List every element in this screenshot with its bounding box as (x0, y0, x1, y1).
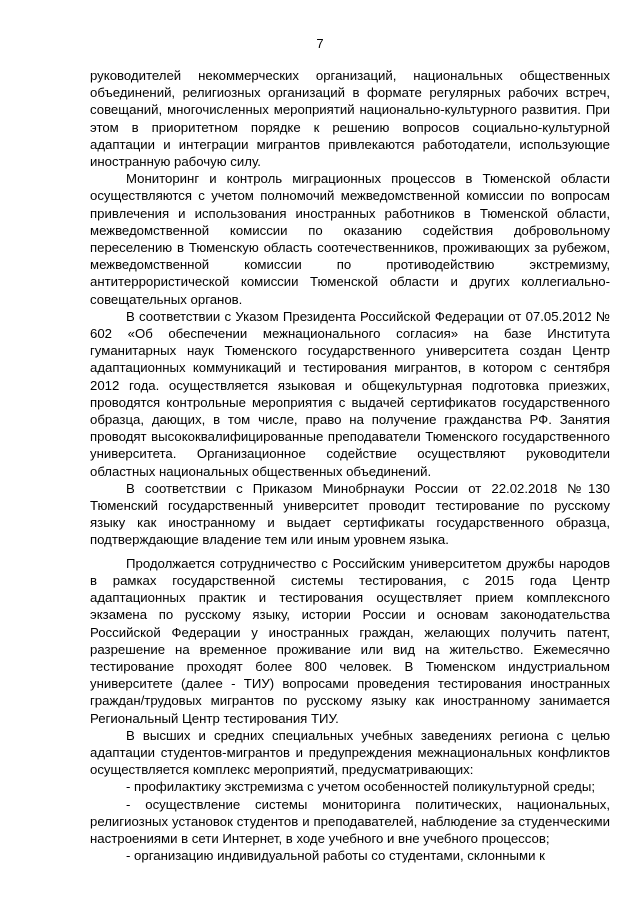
list-item-individual-work: - организацию индивидуальной работы со студентами, склонными к (126, 848, 545, 864)
paragraph-migration-monitoring: Мониторинг и контроль миграционных процессов в Тюменской области осуществляются с учетом полномочий межведомственной комиссии по вопросам привлечения и использования иностранных работников в Тюменской области, межведомственной комиссии по оказанию содействия добровольному переселению в Тюменскую область соотечественников, проживающих за рубежом, межведомственной комиссии по противодействию экстремизму, антитеррористической комиссии Тюменской области и других коллегиально-совещательных органов. (90, 171, 610, 307)
paragraph-ministry-order: В соответствии с Приказом Минобрнауки России от 22.02.2018 №130 Тюменский государственный университет проводит тестирование по русскому языку как иностранному и выдает сертификаты государственного образца, подтверждающие владение тем или иным уровнем языка. (90, 480, 610, 548)
paragraph-continuation: руководителей некоммерческих организаций, национальных общественных объединений, религиозных организаций в формате регулярных рабочих встреч, совещаний, многочисленных мероприятий национально-культурного развития. При этом в приоритетном порядке к решению вопросов социально-культурной адаптации и интеграции мигрантов привлекаются работодатели, использующие иностранную рабочую силу. (90, 68, 610, 170)
page-number: 7 (316, 36, 324, 51)
list-item-extremism-prevention: - профилактику экстремизма с учетом особенностей поликультурной среды; (126, 779, 596, 795)
paragraph-education-measures: В высших и средних специальных учебных заведениях региона с целью адаптации студентов-мигрантов и предупреждения межнациональных конфликтов осуществляется комплекс мероприятий, предусматривающих: (90, 727, 610, 778)
paragraph-presidential-decree: В соответствии с Указом Президента Российской Федерации от 07.05.2012 № 602 «Об обеспечении межнационального согласия» на базе Института гуманитарных наук Тюменского государственного университета создан Центр адаптационных коммуникаций и тестирования мигрантов, в котором с сентября 2012 года. осуществляется языковая и общекультурная подготовка приезжих, проводятся контрольные мероприятия с выдачей сертификатов государственного образца, дающих, в том числе, право на получение гражданства РФ. Занятия проводят высококвалифицированные преподаватели Тюменского государственного университета. Организационное содействие осуществляют руководители областных национальных общественных объединений. (90, 308, 610, 479)
paragraph-rudn-cooperation: Продолжается сотрудничество с Российским университетом дружбы народов в рамках государственной системы тестирования, с 2015 года Центр адаптационных практик и тестирования осуществляет прием комплексного экзамена по русскому языку, истории России и основам законодательства Российской Федерации у иностранных граждан, желающих получить патент, разрешение на временное проживание или вид на жительство. Ежемесячно тестирование проходят более 800 человек. В Тюменском индустриальном университете (далее - ТИУ) вопросами проведения тестирования иностранных граждан/трудовых мигрантов по русскому языку как иностранному занимается Региональный Центр тестирования ТИУ. (90, 555, 610, 726)
list-item-monitoring-system: - осуществление системы мониторинга политических, национальных, религиозных установок студентов и преподавателей, наблюдение за студенческими настроениями в сети Интернет, в ходе учебного и вне учебного процессов; (90, 796, 610, 846)
document-body (90, 67, 610, 864)
